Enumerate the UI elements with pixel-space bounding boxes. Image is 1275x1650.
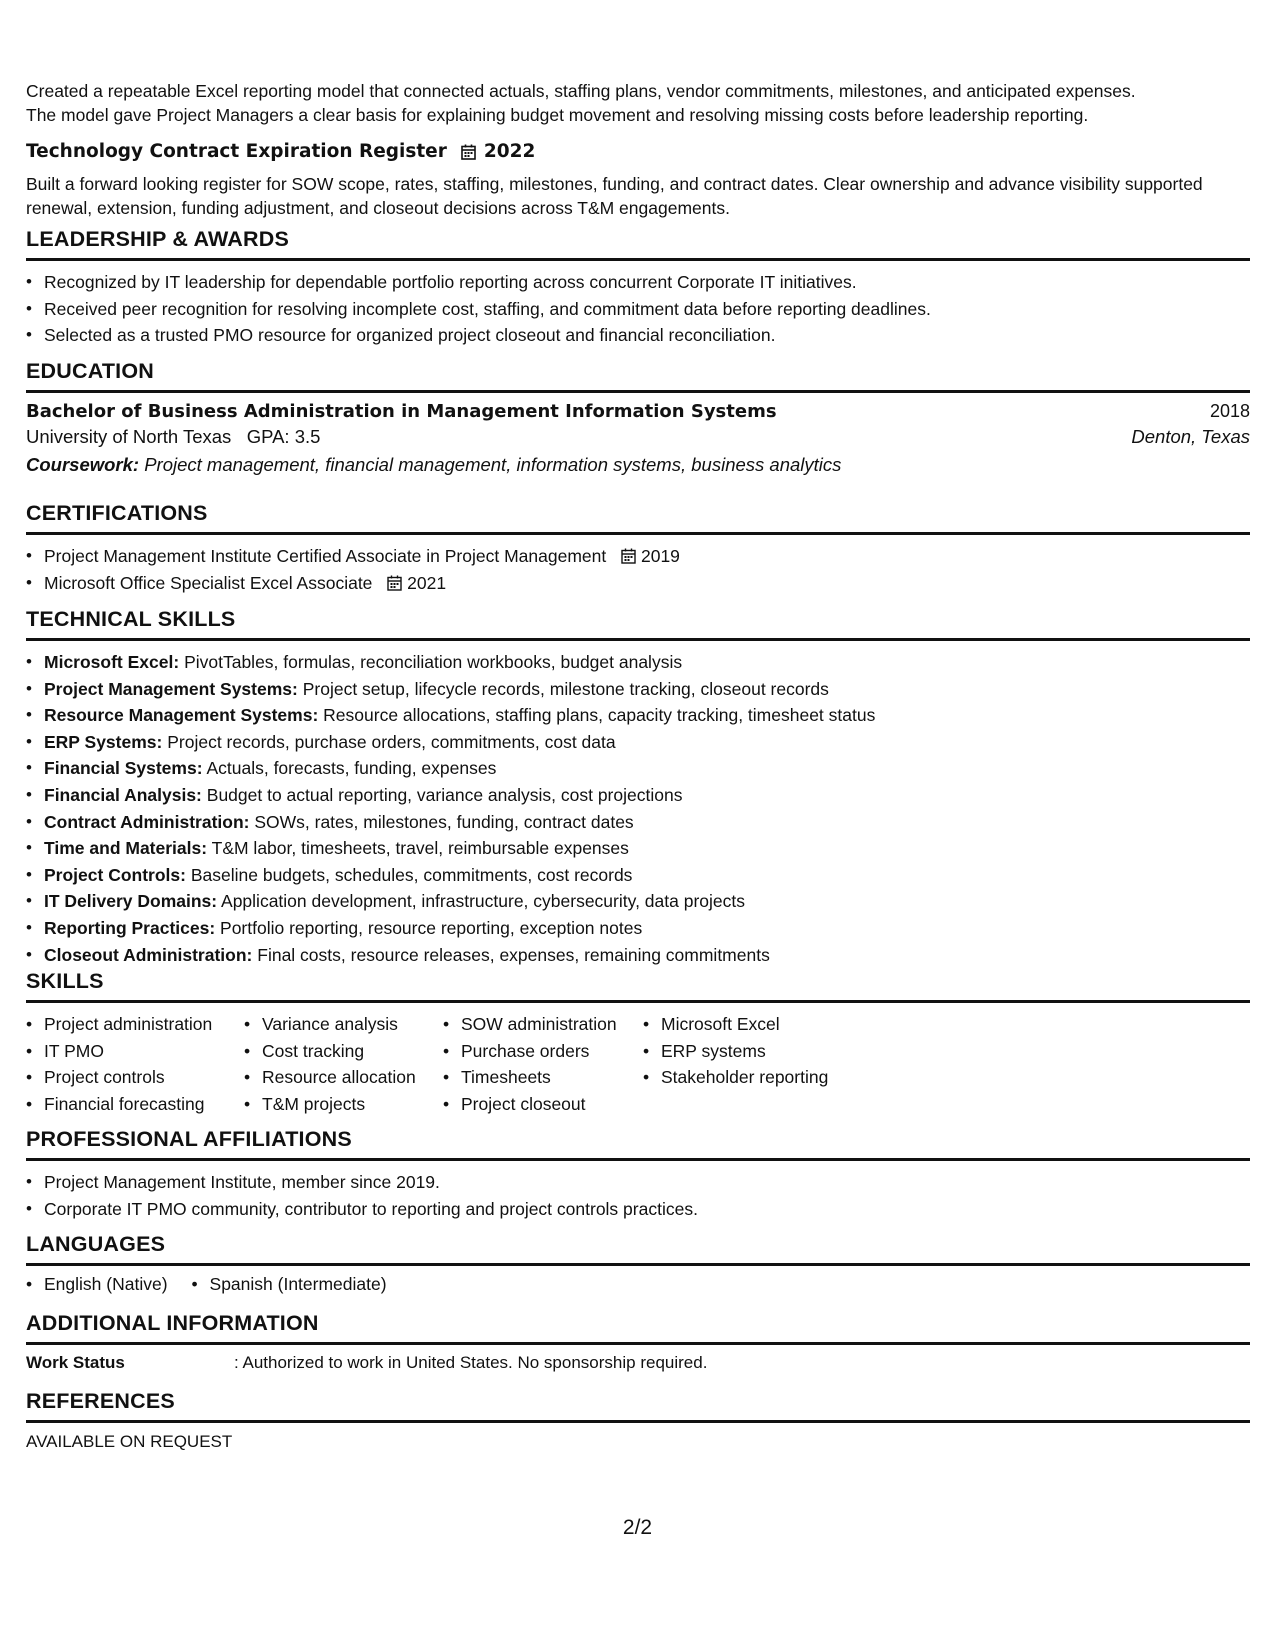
- skill-category-text: Resource allocations, staffing plans, capacity tracking, timesheet status: [323, 705, 876, 726]
- skill-category-text: Project setup, lifecycle records, milestone tracking, closeout records: [302, 678, 829, 699]
- affiliations-section: [26, 1126, 1250, 1222]
- section-heading-certifications: CERTIFICATIONS: [26, 500, 1250, 535]
- section-heading-references: REFERENCES: [26, 1388, 1250, 1423]
- languages-list: [26, 1274, 1250, 1295]
- list-item: • Project administration: [44, 1011, 244, 1038]
- additional-info-section: [26, 1310, 1250, 1373]
- skill-category-label: Project Controls:: [44, 864, 186, 885]
- leadership-section: [26, 226, 1250, 349]
- skill-category-label: Resource Management Systems:: [44, 705, 319, 726]
- list-item: • Project controls: [44, 1064, 244, 1091]
- intro-line-1: Created a repeatable Excel reporting model that connected actuals, staffing plans, vendor commitments, milestones, and anticipated expenses.: [26, 81, 1136, 101]
- school-info: [26, 426, 320, 448]
- list-item: [44, 915, 1250, 942]
- work-status-value: : Authorized to work in United States. No sponsorship required.: [234, 1353, 708, 1372]
- references-section: [26, 1388, 1250, 1452]
- list-item: • Corporate IT PMO community, contributor to reporting and project controls practices.: [44, 1196, 1250, 1223]
- skill-category-label: ERP Systems:: [44, 731, 163, 752]
- coursework-text: Project management, financial management, information systems, business analytics: [144, 454, 842, 475]
- list-item: [44, 835, 1250, 862]
- list-item: • Microsoft Excel: [661, 1011, 881, 1038]
- skill-category-text: Project records, purchase orders, commitments, cost data: [167, 731, 616, 752]
- list-item: [44, 755, 1250, 782]
- cert-year: 2019: [640, 546, 680, 566]
- section-heading-technical-skills: TECHNICAL SKILLS: [26, 606, 1250, 641]
- list-item: • Resource allocation: [262, 1064, 443, 1091]
- skill-category-label: Closeout Administration:: [44, 944, 253, 965]
- language-item: • Spanish (Intermediate): [210, 1274, 387, 1295]
- school-name: University of North Texas: [26, 426, 232, 447]
- skill-category-text: Final costs, resource releases, expenses, remaining commitments: [257, 944, 770, 965]
- skill-category-text: Budget to actual reporting, variance analysis, cost projections: [206, 784, 683, 805]
- skill-category-text: SOWs, rates, milestones, funding, contract dates: [254, 811, 634, 832]
- list-item: [44, 782, 1250, 809]
- list-item: • T&M projects: [262, 1091, 443, 1118]
- cert-year: 2021: [407, 572, 447, 593]
- certifications-list: [26, 543, 1250, 596]
- list-item: • Recognized by IT leadership for dependable portfolio reporting across concurrent Corporate IT initiatives.: [44, 269, 1250, 296]
- skill-category-text: Application development, infrastructure, cybersecurity, data projects: [221, 891, 745, 912]
- list-item: • Project Management Institute, member since 2019.: [44, 1169, 1250, 1196]
- section-heading-affiliations: PROFESSIONAL AFFILIATIONS: [26, 1126, 1250, 1161]
- calendar-icon: [461, 144, 476, 160]
- skills-column: [443, 1011, 643, 1117]
- list-item: [44, 942, 1250, 969]
- skill-category-label: Contract Administration:: [44, 811, 250, 832]
- coursework: [26, 454, 1250, 476]
- list-item: • Financial forecasting: [44, 1091, 244, 1118]
- skill-category-text: Actuals, forecasts, funding, expenses: [206, 758, 497, 779]
- list-item: [44, 543, 1250, 570]
- cert-name: Project Management Institute Certified Associate in Project Management: [44, 546, 607, 566]
- list-item: [44, 729, 1250, 756]
- project-description: Built a forward looking register for SOW scope, rates, staffing, milestones, funding, and contract dates. Clear ownership and advance visibility supported renewal, extension, funding adjustment, and closeout decisions across T&M engagements.: [26, 174, 1203, 218]
- skills-column: [26, 1011, 244, 1117]
- list-item: • Selected as a trusted PMO resource for organized project closeout and financial reconciliation.: [44, 322, 1250, 349]
- list-item: [44, 649, 1250, 676]
- languages-section: [26, 1231, 1250, 1295]
- section-heading-languages: LANGUAGES: [26, 1231, 1250, 1266]
- skill-category-label: Financial Systems:: [44, 758, 203, 779]
- work-status-label: Work Status: [26, 1353, 125, 1372]
- skill-category-label: Financial Analysis:: [44, 784, 202, 805]
- list-item: [44, 676, 1250, 703]
- list-item: • SOW administration: [461, 1011, 643, 1038]
- skill-category-label: IT Delivery Domains:: [44, 891, 218, 912]
- list-item: • Variance analysis: [262, 1011, 443, 1038]
- list-item: [44, 570, 1250, 597]
- list-item: • Cost tracking: [262, 1038, 443, 1065]
- cert-name: Microsoft Office Specialist Excel Associate: [44, 572, 373, 593]
- work-status-row: [26, 1353, 1250, 1373]
- list-item: • ERP systems: [661, 1038, 881, 1065]
- list-item: [44, 862, 1250, 889]
- skills-column: [244, 1011, 443, 1117]
- list-item: [44, 809, 1250, 836]
- list-item: • Purchase orders: [461, 1038, 643, 1065]
- page-number: 2/2: [622, 1516, 653, 1539]
- skill-category-text: Baseline budgets, schedules, commitments, cost records: [190, 864, 633, 885]
- school-location: Denton, Texas: [1131, 426, 1250, 447]
- calendar-icon: [621, 548, 636, 564]
- skill-category-label: Reporting Practices:: [44, 917, 216, 938]
- skills-column: [643, 1011, 881, 1117]
- degree-title: Bachelor of Business Administration in Management Information Systems: [26, 401, 777, 422]
- intro-line-2: The model gave Project Managers a clear basis for explaining budget movement and resolving missing costs before leadership reporting.: [26, 105, 1089, 125]
- project-description-previous: [26, 79, 1250, 127]
- section-heading-skills: SKILLS: [26, 968, 1250, 1003]
- list-item: • IT PMO: [44, 1038, 244, 1065]
- leadership-list: [26, 269, 1250, 349]
- list-item: [44, 888, 1250, 915]
- project-title-text: Technology Contract Expiration Register: [26, 141, 447, 162]
- project-title: [26, 141, 535, 162]
- skills-section: [26, 968, 1250, 1117]
- education-school-row: [26, 426, 1250, 448]
- section-heading-additional-info: ADDITIONAL INFORMATION: [26, 1310, 1250, 1345]
- skill-category-text: PivotTables, formulas, reconciliation workbooks, budget analysis: [184, 652, 683, 672]
- skill-category-label: Microsoft Excel:: [44, 652, 180, 672]
- skill-category-label: Project Management Systems:: [44, 678, 298, 699]
- list-item: • Received peer recognition for resolving incomplete cost, staffing, and commitment data before reporting deadlines.: [44, 296, 1250, 323]
- graduation-year: 2018: [1209, 401, 1250, 421]
- calendar-icon: [387, 575, 402, 591]
- list-item: • Timesheets: [461, 1064, 643, 1091]
- project-year: 2022: [483, 141, 536, 162]
- section-heading-education: EDUCATION: [26, 358, 1250, 393]
- gpa: GPA: 3.5: [246, 426, 321, 447]
- certifications-section: [26, 500, 1250, 596]
- list-item: • Stakeholder reporting: [661, 1064, 881, 1091]
- skill-category-text: T&M labor, timesheets, travel, reimbursable expenses: [211, 838, 629, 859]
- education-degree-row: [26, 401, 1250, 422]
- skill-category-label: Time and Materials:: [44, 838, 208, 859]
- language-item: • English (Native): [44, 1274, 168, 1295]
- list-item: [44, 702, 1250, 729]
- affiliations-list: [26, 1169, 1250, 1222]
- section-heading-leadership: LEADERSHIP & AWARDS: [26, 226, 1250, 261]
- skill-category-text: Portfolio reporting, resource reporting, exception notes: [220, 917, 643, 938]
- coursework-label: Coursework:: [26, 454, 140, 475]
- skills-columns: [26, 1011, 1250, 1117]
- education-section: [26, 358, 1250, 476]
- list-item: • Project closeout: [461, 1091, 643, 1118]
- references-text: AVAILABLE ON REQUEST: [26, 1432, 233, 1451]
- technical-skills-section: [26, 606, 1250, 968]
- technical-skills-list: [26, 649, 1250, 968]
